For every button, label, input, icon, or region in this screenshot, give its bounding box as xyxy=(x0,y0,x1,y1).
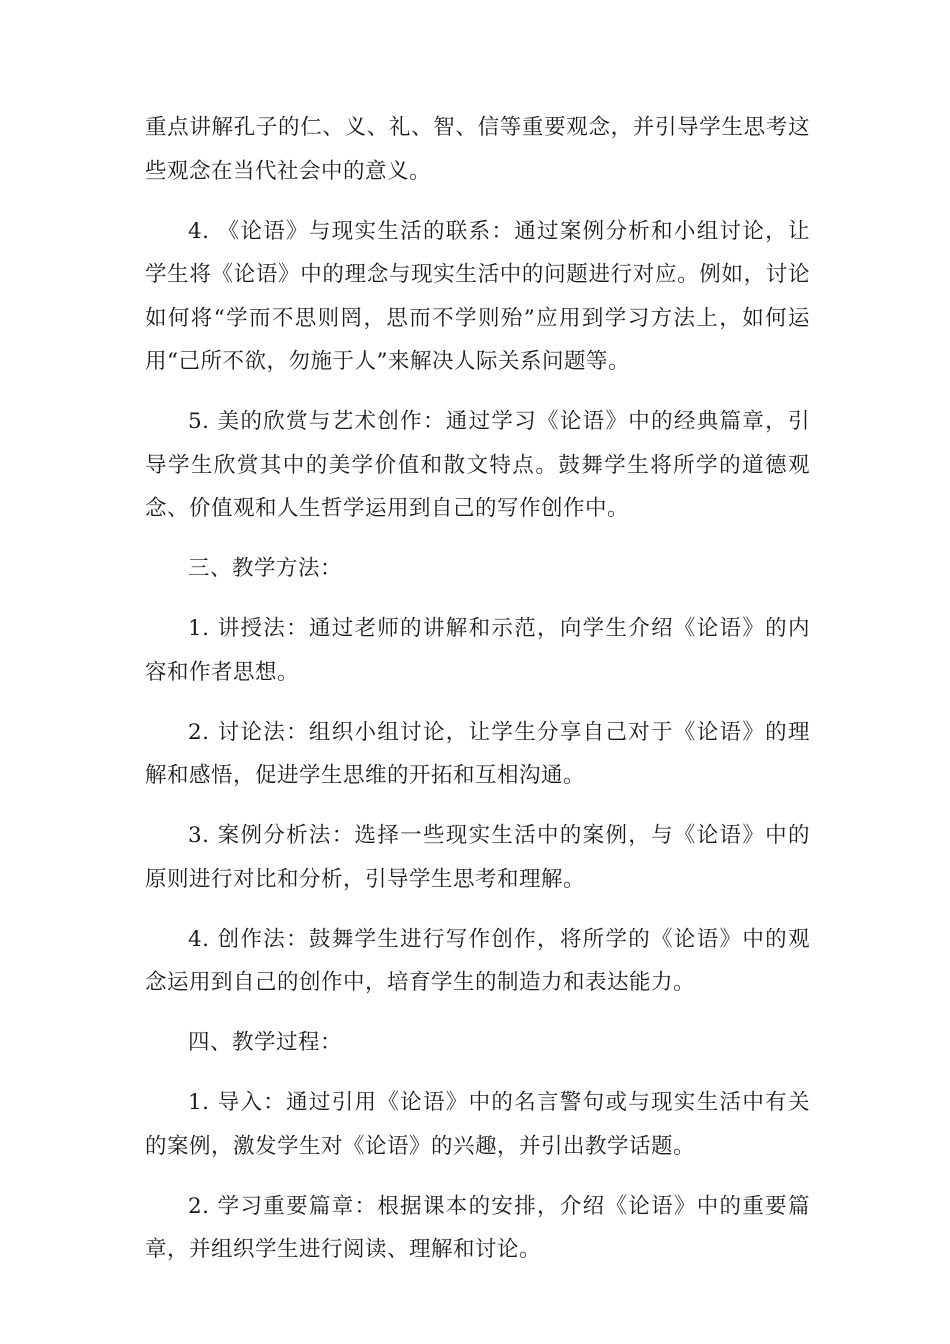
document-body xyxy=(145,106,810,1288)
paragraph-method-discussion: 2. 讨论法：组织小组讨论，让学生分享自己对于《论语》的理解和感悟，促进学生思维的开拓和互相沟通。 xyxy=(145,719,810,788)
section-heading-teaching-process: 四、教学过程： xyxy=(188,1030,343,1055)
paragraph-method-creation: 4. 创作法：鼓舞学生进行写作创作，将所学的《论语》中的观念运用到自己的创作中，培育学生的制造力和表达能力。 xyxy=(145,926,810,995)
paragraph-process-key-chapters: 2. 学习重要篇章：根据课本的安排，介绍《论语》中的重要篇章，并组织学生进行阅读、理解和讨论。 xyxy=(145,1193,810,1262)
paragraph-item-4-real-life: 4. 《论语》与现实生活的联系：通过案例分析和小组讨论，让学生将《论语》中的理念与现实生活中的问题进行对应。例如，讨论如何将“学而不思则罔，思而不学则殆”应用到学习方法上，如何运用“己所不欲，勿施于人”来解决人际关系问题等。 xyxy=(145,218,810,374)
paragraph-method-case-analysis: 3. 案例分析法：选择一些现实生活中的案例，与《论语》中的原则进行对比和分析，引导学生思考和理解。 xyxy=(145,823,810,892)
section-heading-teaching-methods: 三、教学方法： xyxy=(188,556,343,581)
paragraph-item-5-aesthetics: 5. 美的欣赏与艺术创作：通过学习《论语》中的经典篇章，引导学生欣赏其中的美学价值和散文特点。鼓舞学生将所学的道德观念、价值观和人生哲学运用到自己的写作创作中。 xyxy=(145,409,810,521)
paragraph-method-lecture: 1. 讲授法：通过老师的讲解和示范，向学生介绍《论语》的内容和作者思想。 xyxy=(145,616,810,685)
paragraph-continuation: 重点讲解孔子的仁、义、礼、智、信等重要观念，并引导学生思考这些观念在当代社会中的意义。 xyxy=(145,115,810,184)
paragraph-process-introduction: 1. 导入：通过引用《论语》中的名言警句或与现实生活中有关的案例，激发学生对《论语》的兴趣，并引出教学话题。 xyxy=(145,1090,810,1159)
